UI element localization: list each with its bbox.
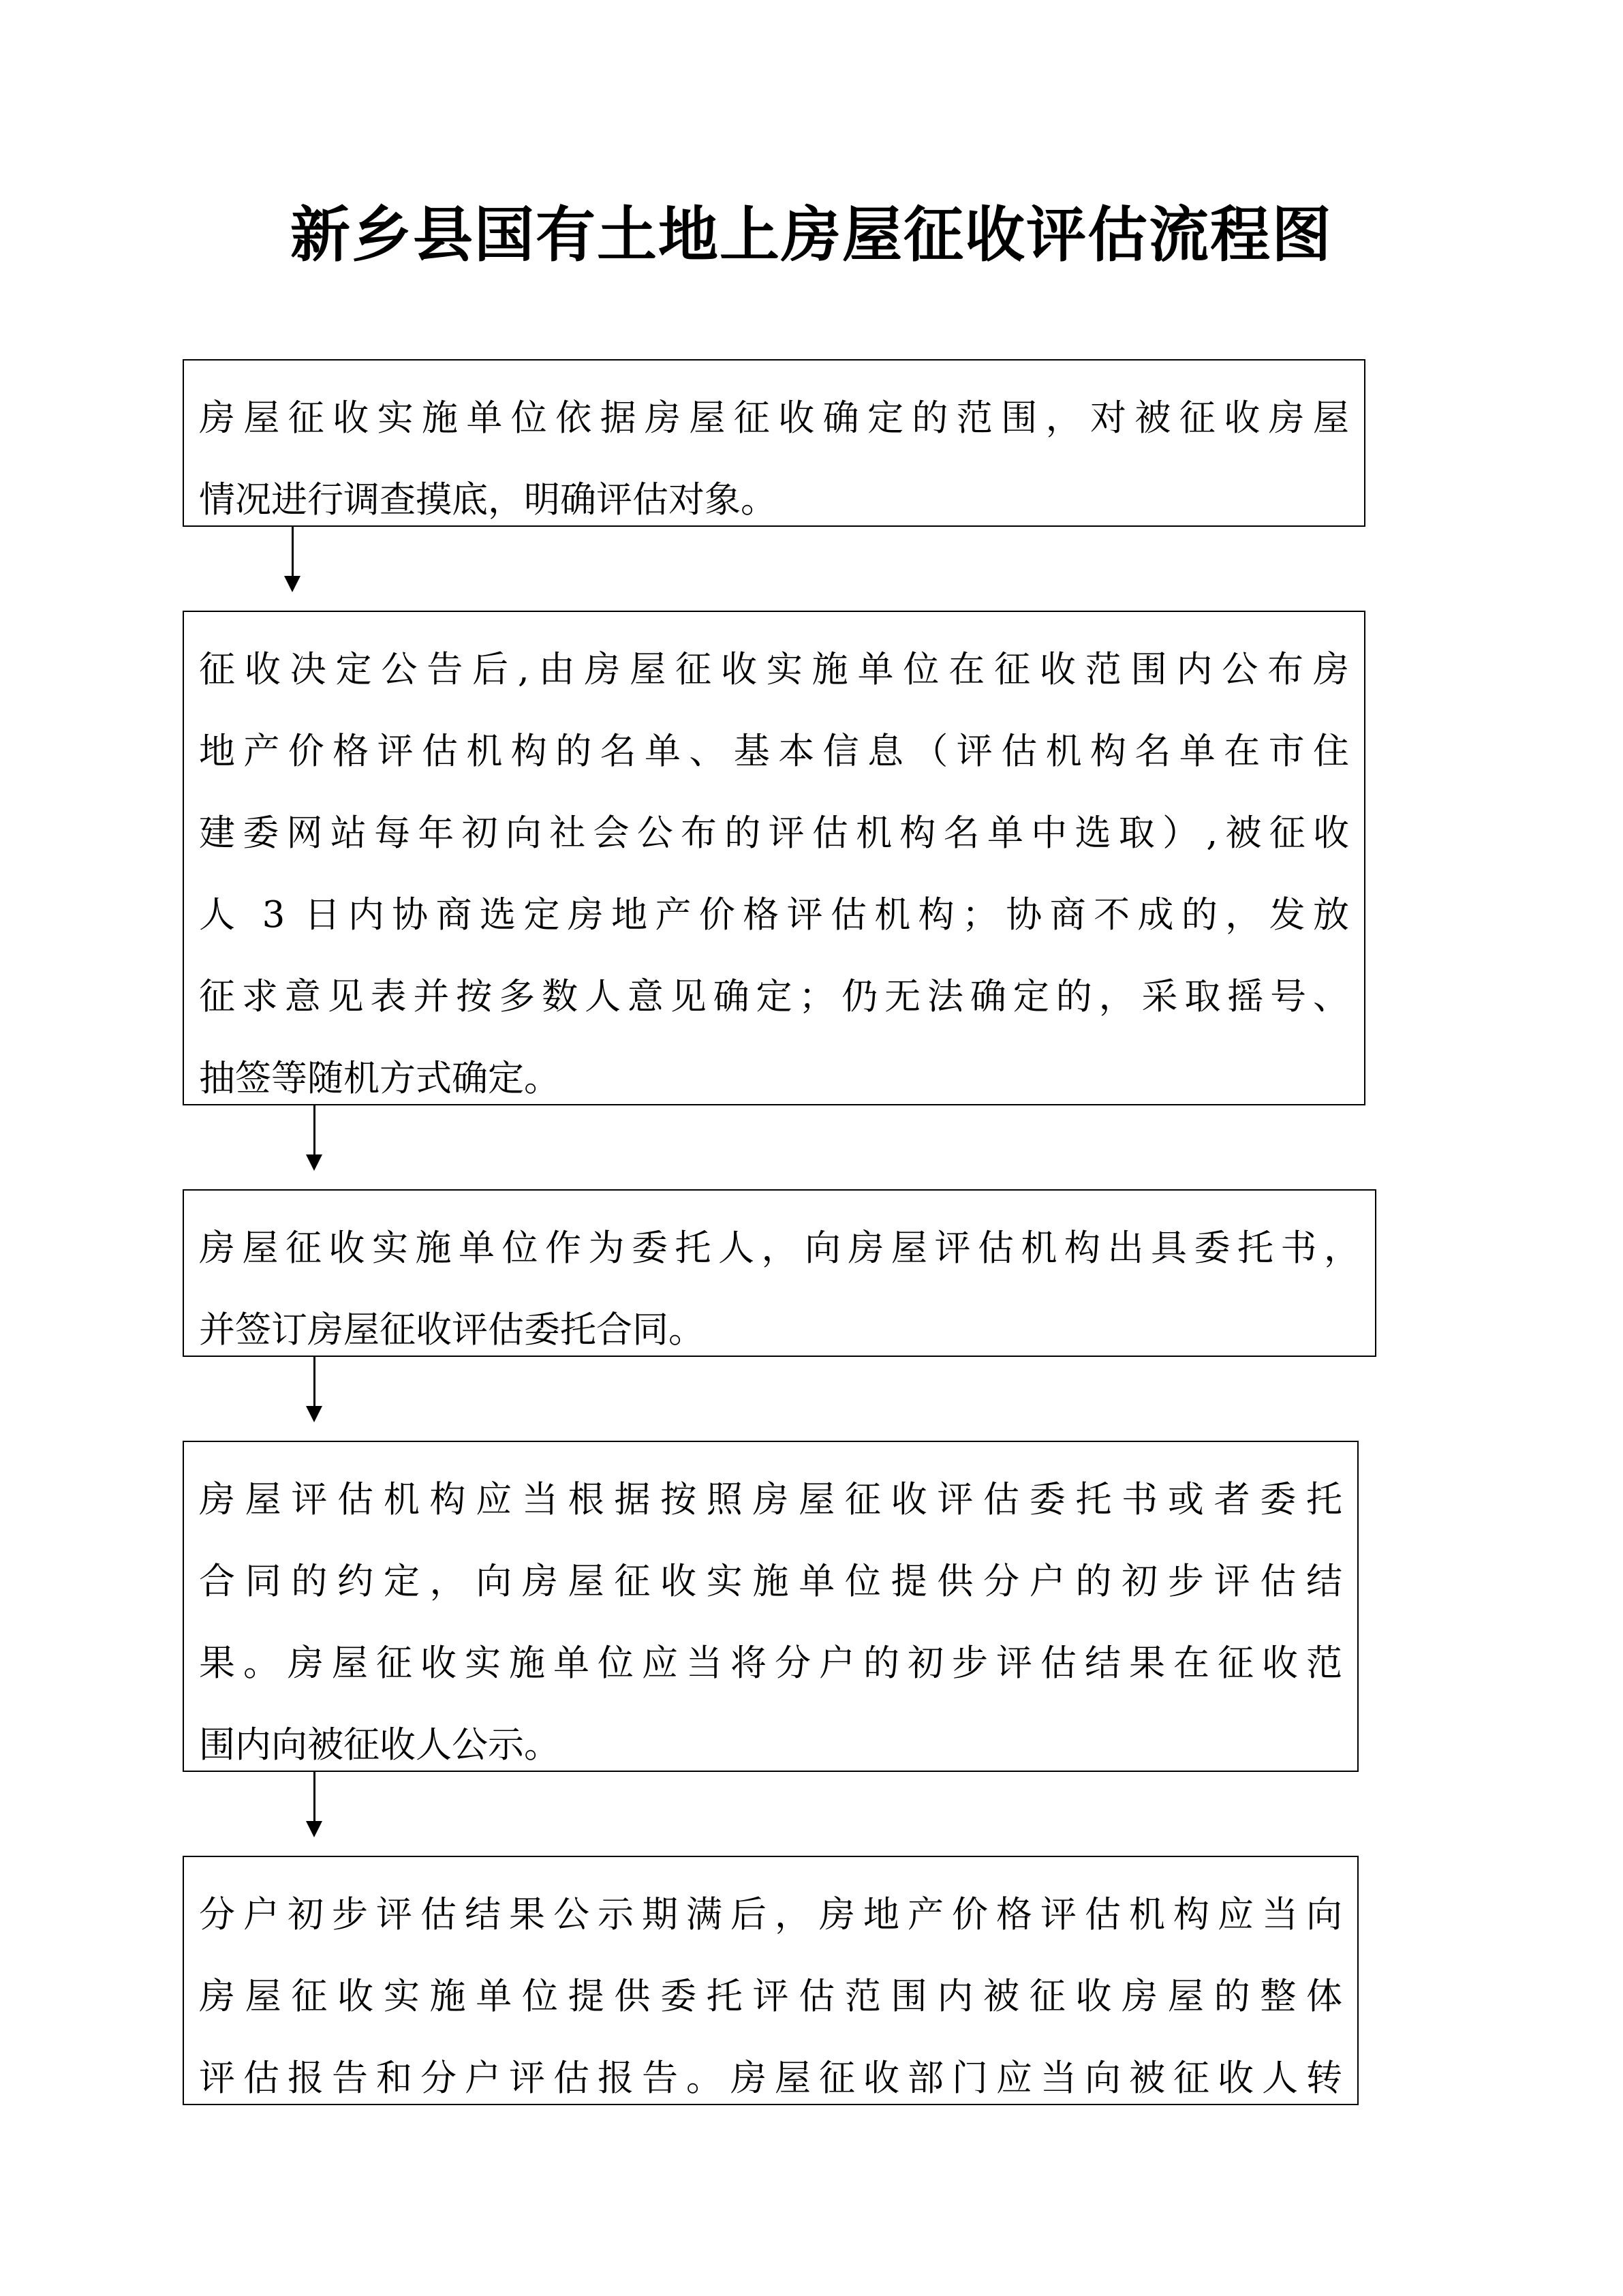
flow-step-2-line-2: 地产价格评估机构的名单、基本信息（评估机构名单在市住 (199, 731, 1349, 772)
flow-step-4-line-4: 围内向被征收人公示。 (199, 1724, 560, 1766)
flow-step-4-line-1: 房屋评估机构应当根据按照房屋征收评估委托书或者委托 (199, 1479, 1342, 1520)
flow-step-1-line-2: 情况进行调查摸底，明确评估对象。 (199, 479, 777, 521)
flow-step-1-box (183, 359, 1365, 527)
page-title: 新乡县国有土地上房屋征收评估流程图 (290, 200, 1333, 270)
flow-arrow-2 (306, 1105, 322, 1171)
flow-step-2-line-5: 征求意见表并按多数人意见确定；仍无法确定的，采取摇号、 (199, 976, 1349, 1017)
flow-step-2-line-3: 建委网站每年初向社会公布的评估机构名单中选取）,被征收 (199, 812, 1349, 854)
flow-step-5-box (183, 1856, 1359, 2105)
flow-step-4-line-3: 果。房屋征收实施单位应当将分户的初步评估结果在征收范 (199, 1642, 1342, 1684)
flow-arrow-3 (306, 1357, 322, 1422)
flow-step-1-line-1: 房屋征收实施单位依据房屋征收确定的范围，对被征收房屋 (199, 397, 1349, 439)
flow-arrow-1 (284, 527, 300, 592)
flow-arrow-4 (306, 1772, 322, 1837)
flow-step-2-box (183, 611, 1365, 1105)
flow-step-2-line-1: 征收决定公告后,由房屋征收实施单位在征收范围内公布房 (199, 649, 1349, 690)
flow-step-5-line-1: 分户初步评估结果公示期满后，房地产价格评估机构应当向 (199, 1894, 1342, 1935)
flow-step-3-box (183, 1189, 1376, 1357)
flow-step-3-line-2: 并签订房屋征收评估委托合同。 (199, 1309, 705, 1351)
flow-step-5-line-3: 评估报告和分户评估报告。房屋征收部门应当向被征收人转 (199, 2057, 1342, 2099)
flow-step-4-line-2: 合同的约定，向房屋征收实施单位提供分户的初步评估结 (199, 1561, 1342, 1602)
flow-step-4-box (183, 1441, 1359, 1772)
flow-step-2-line-6: 抽签等随机方式确定。 (199, 1058, 560, 1099)
flow-step-2-line-4: 人 3 日内协商选定房地产价格评估机构；协商不成的，发放 (199, 894, 1349, 936)
flow-step-5-line-2: 房屋征收实施单位提供委托评估范围内被征收房屋的整体 (199, 1976, 1342, 2017)
flow-step-3-line-1: 房屋征收实施单位作为委托人，向房屋评估机构出具委托书， (199, 1227, 1360, 1269)
